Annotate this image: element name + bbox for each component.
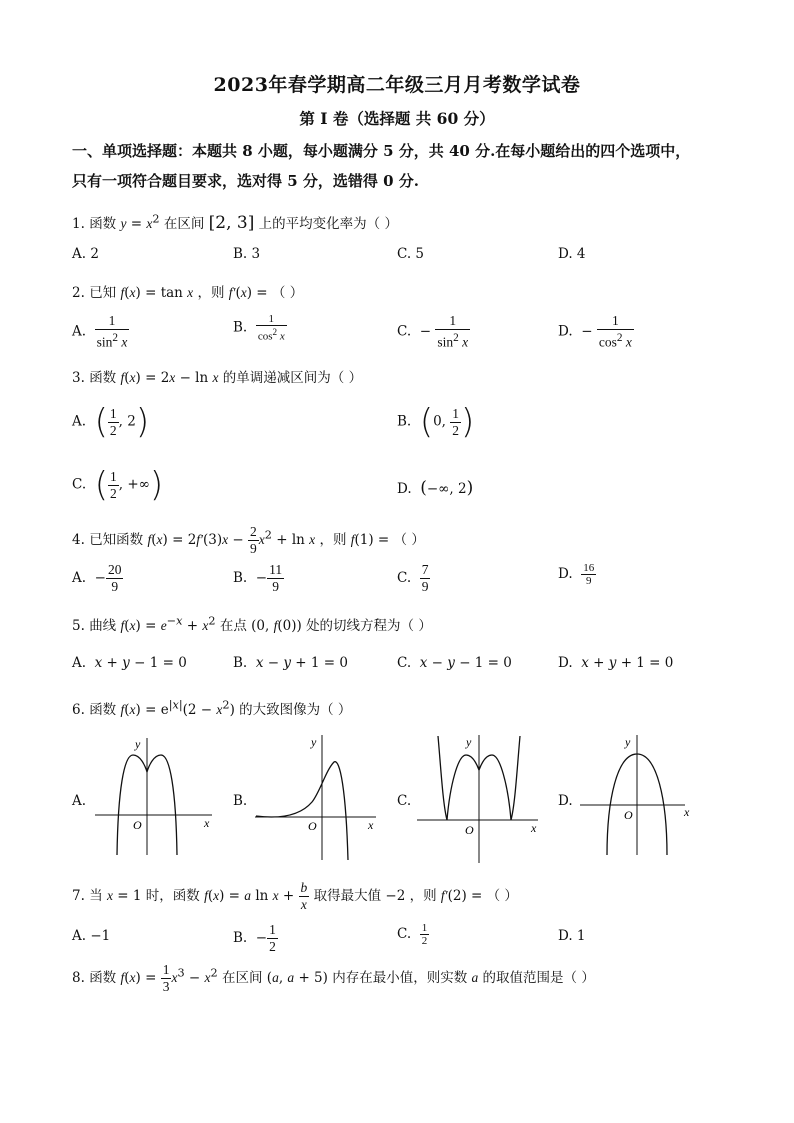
section-subtitle: 第 I 卷（选择题 共 60 分）: [299, 109, 495, 128]
graph-b-origin-label: O: [308, 819, 317, 833]
q2-option-c[interactable]: C. − $\frac{1}{\sin^2 x}$: [397, 313, 469, 350]
question-3: 3. 函数 f(x) = 2x − ln x 的单调递减区间为（ ）: [72, 370, 363, 386]
question-8: 8. 函数 f(x) = $\frac{1}{3}$ $x^3 - x^2$ 在区间 (a, a + 5) 内存在最小值，则实数 a 的取值范围是（ ）: [72, 962, 595, 994]
q7-option-c[interactable]: C. $\frac{1}{2}$: [397, 922, 428, 947]
q6-option-b-label[interactable]: B.: [233, 793, 248, 809]
q4-option-b[interactable]: B. − $\frac{11}{9}$: [233, 562, 283, 594]
q7-option-b[interactable]: B. − $\frac{1}{2}$: [233, 922, 276, 954]
graph-b-y-label: y: [311, 735, 317, 749]
question-2: 2. 已知 f(x) = tan x ，则 f′(x) = （ ）: [72, 285, 304, 301]
q1-option-a[interactable]: A. 2: [72, 246, 99, 262]
q4-option-a[interactable]: A. − $\frac{20}{9}$: [72, 562, 122, 594]
instructions-line-1: 一、单项选择题：本题共 8 小题，每小题满分 5 分，共 40 分.在每小题给出的四个选项中，: [72, 142, 691, 160]
q6-graph-d[interactable]: [575, 730, 700, 860]
q6-option-c-label[interactable]: C.: [397, 793, 412, 809]
instructions-line-2: 只有一项符合题目要求，选对得 5 分，选错得 0 分.: [72, 172, 419, 190]
q1-option-b[interactable]: B. 3: [233, 246, 261, 262]
q3-option-d[interactable]: D. (−∞, 2): [397, 478, 474, 498]
graph-c-origin-label: O: [465, 823, 474, 837]
q6-graph-b[interactable]: [250, 730, 385, 865]
graph-c-y-label: y: [466, 735, 472, 749]
q6-graph-c[interactable]: [412, 730, 547, 865]
q2-option-d[interactable]: D. − $\frac{1}{\cos^2 x}$: [558, 313, 632, 350]
q5-option-c[interactable]: C. x − y − 1 = 0: [397, 655, 512, 671]
graph-d-origin-label: O: [624, 808, 633, 822]
q5-option-a[interactable]: A. x + y − 1 = 0: [72, 655, 187, 671]
q1-option-c[interactable]: C. 5: [397, 246, 425, 262]
graph-a-x-label: x: [204, 816, 210, 830]
q6-graph-a[interactable]: [90, 730, 220, 860]
q7-option-a[interactable]: A. −1: [72, 928, 111, 944]
graph-a-y-label: y: [135, 737, 141, 751]
section-instructions: [72, 136, 722, 196]
question-6: 6. 函数 $f(x) = e^{|x|}(2 - x^2)$ 的大致图像为（ ）: [72, 698, 352, 718]
question-5: 5. 曲线 $f(x) = e^{-x} + x^2$ 在点 (0, f(0)) 处的切线方程为（ ）: [72, 614, 432, 634]
q5-option-d[interactable]: D. x + y + 1 = 0: [558, 655, 674, 671]
q3-option-c[interactable]: C. ( $\frac{1}{2}$ , +∞): [72, 465, 164, 505]
q7-option-d[interactable]: D. 1: [558, 928, 586, 944]
question-7: 7. 当 x = 1 时，函数 f(x) = a ln x + $\frac{b}{x}$ 取得最大值 −2 ，则 f′(2) = （ ）: [72, 880, 518, 912]
graph-a-origin-label: O: [133, 818, 142, 832]
q3-option-a[interactable]: A. ( $\frac{1}{2}$ , 2): [72, 402, 150, 442]
q2-option-b[interactable]: B. $\frac{1}{\cos^2 x}$: [233, 313, 285, 343]
graph-d-y-label: y: [625, 735, 631, 749]
question-1: 1. 函数 $y = x^2$ 在区间 [2, 3] 上的平均变化率为（ ）: [72, 212, 398, 233]
q6-option-d-label[interactable]: D.: [558, 793, 573, 809]
q6-option-a-label[interactable]: A.: [72, 793, 87, 809]
graph-b-x-label: x: [368, 818, 374, 832]
q1-option-d[interactable]: D. 4: [558, 246, 586, 262]
q4-option-c[interactable]: C. $\frac{7}{9}$: [397, 562, 429, 594]
q4-option-d[interactable]: D. $\frac{16}{9}$: [558, 562, 595, 587]
q2-option-a[interactable]: A. $\frac{1}{\sin^2 x}$: [72, 313, 128, 350]
graph-c-x-label: x: [531, 821, 537, 835]
page-title: 2023年春学期高二年级三月月考数学试卷: [213, 74, 581, 96]
question-4: 4. 已知函数 f(x) = 2f′(3)x − $\frac{2}{9}$ $x^2 + \ln x$ ，则 f(1) = （ ）: [72, 524, 425, 556]
graph-d-x-label: x: [684, 805, 690, 819]
q3-option-b[interactable]: B. (0, $\frac{1}{2}$ ): [397, 402, 475, 442]
q5-option-b[interactable]: B. x − y + 1 = 0: [233, 655, 348, 671]
